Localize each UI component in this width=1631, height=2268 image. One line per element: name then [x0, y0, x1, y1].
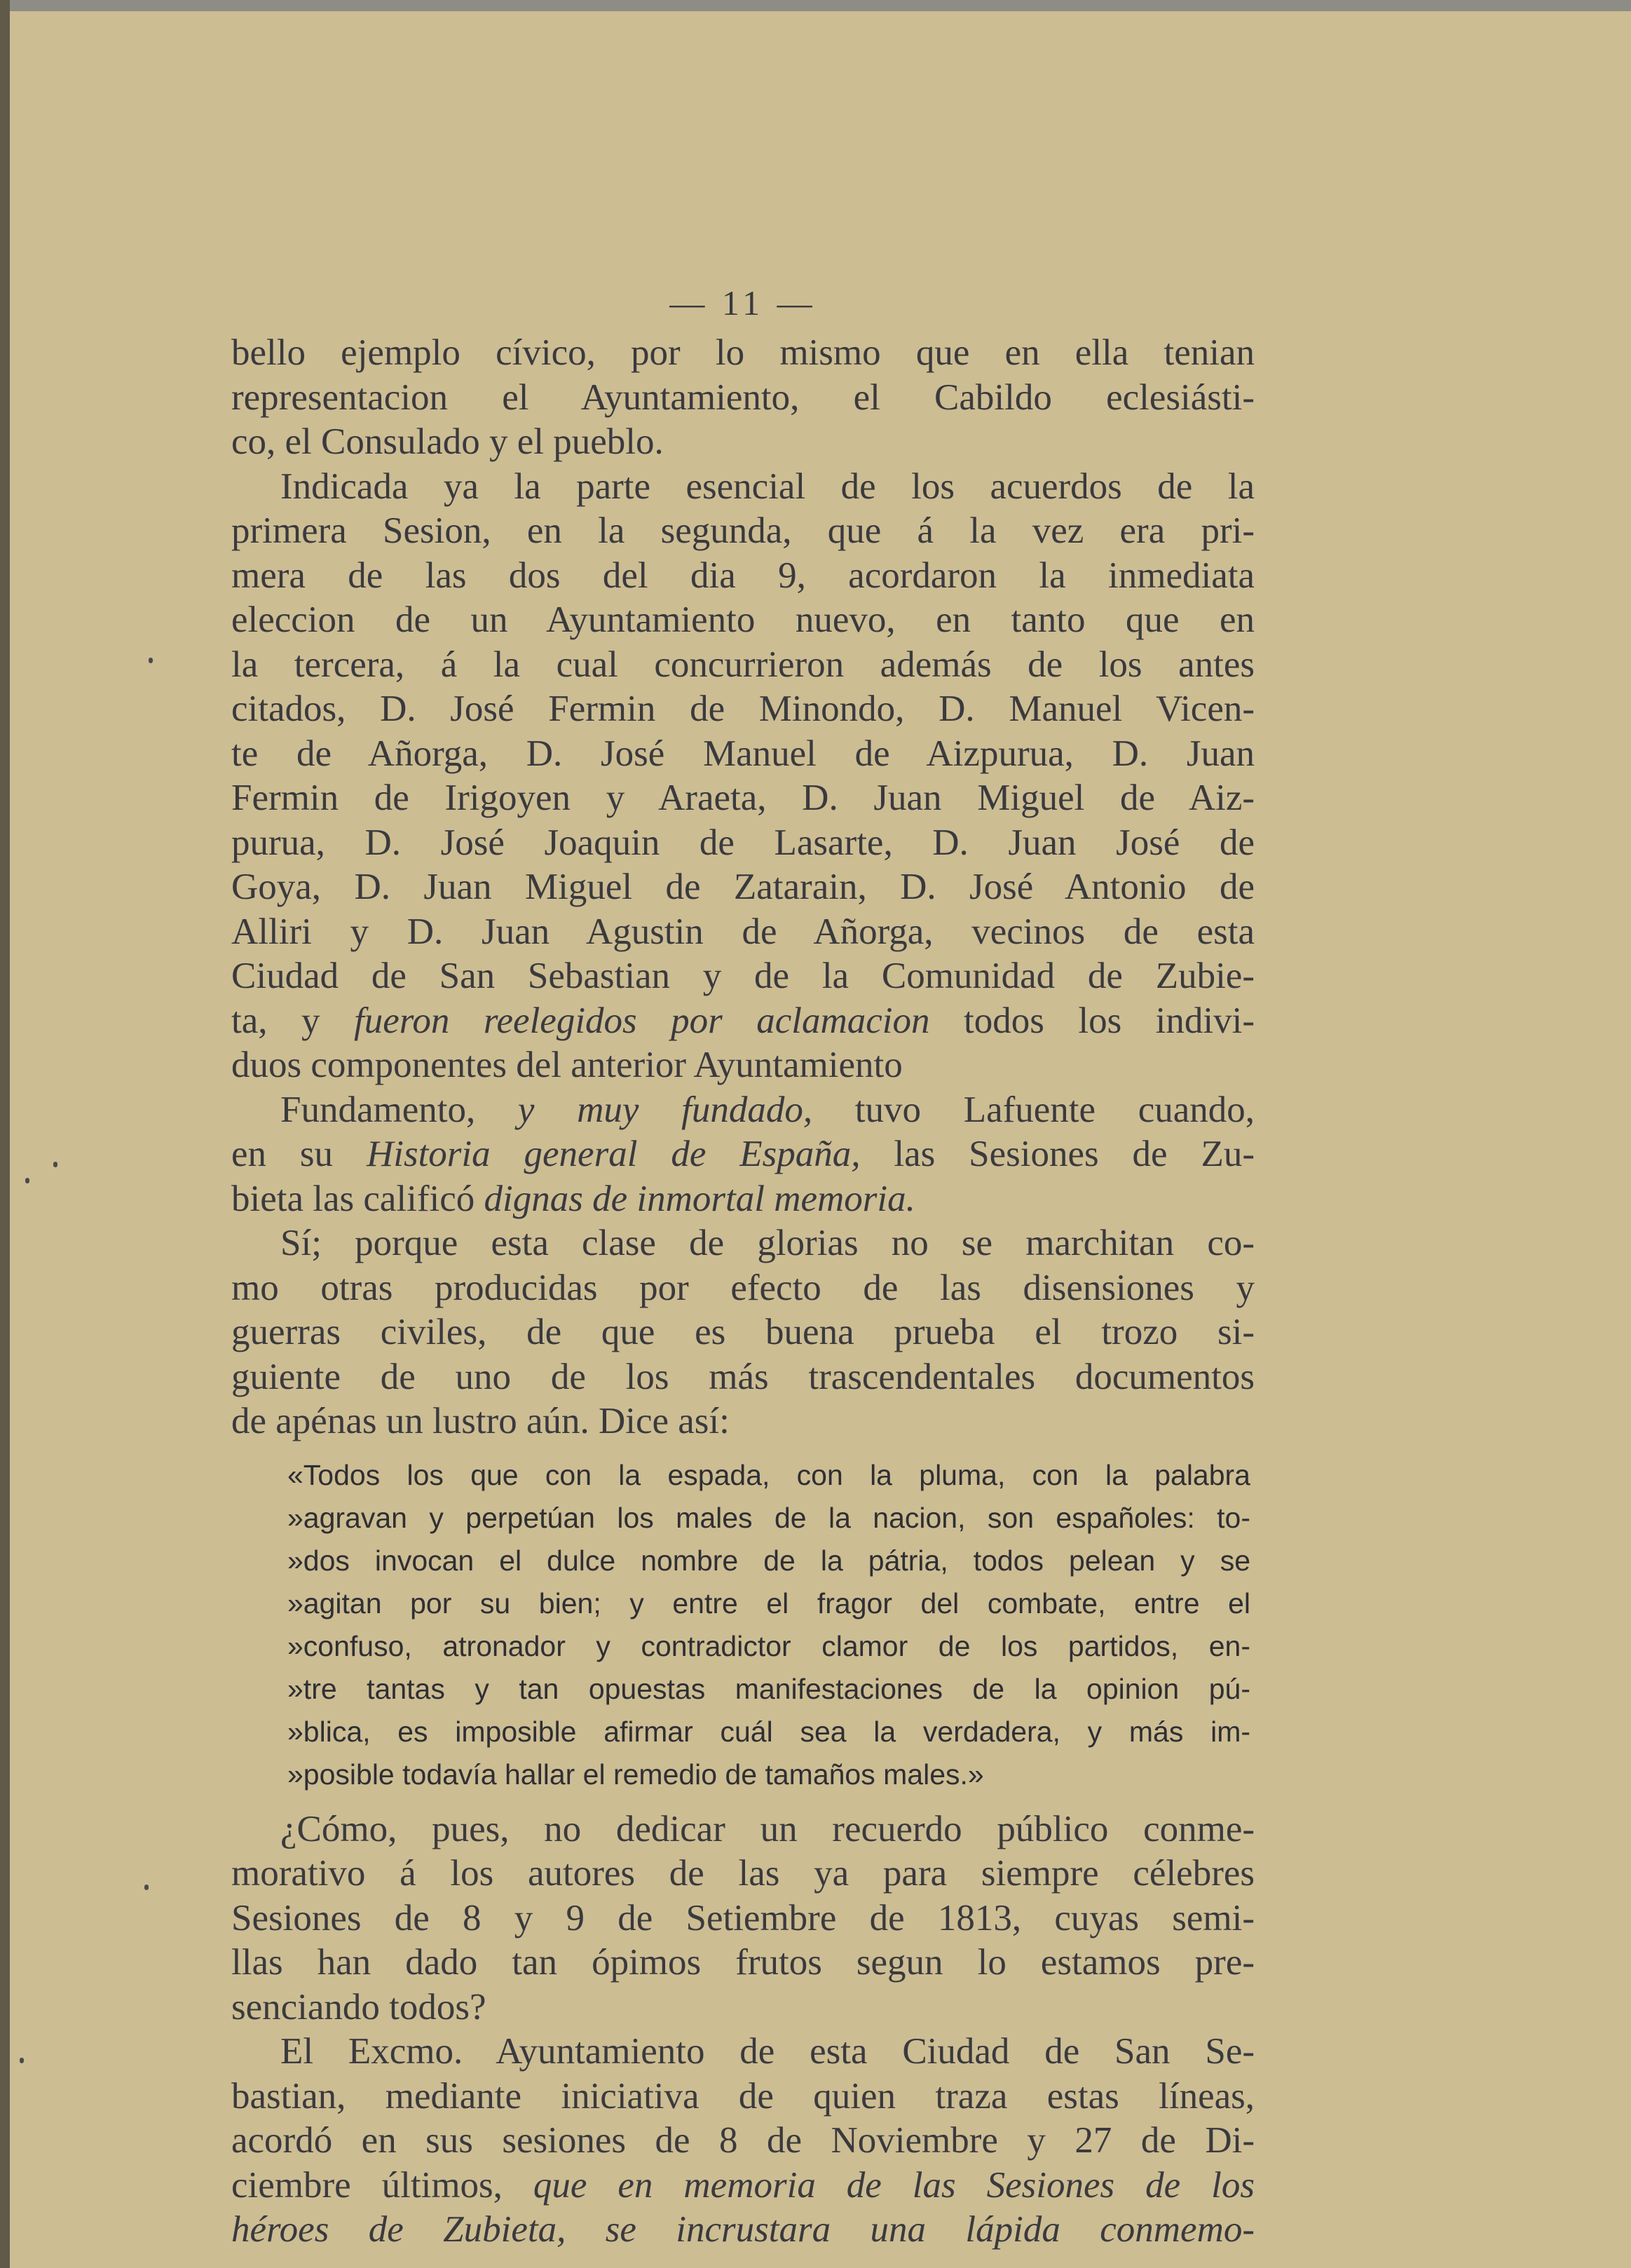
quote-line: »agitan por su bien; y entre el fragor del combate, entre el [287, 1587, 1250, 1619]
paragraph-4 [231, 1221, 1255, 1444]
quotation-block [231, 1454, 1255, 1796]
italic-run: y muy fundado, [517, 1089, 813, 1130]
quote-line: »blica, es imposible afirmar cuál sea la verdadera, y más im- [287, 1715, 1250, 1748]
text-line: Sesiones de 8 y 9 de Setiembre de 1813, cuyas semi- [231, 1897, 1255, 1938]
ink-speck [20, 2058, 24, 2063]
italic-run: dignas de inmortal memoria. [484, 1178, 915, 1219]
text-line: co, el Consulado y el pueblo. [231, 421, 664, 462]
text-run: ta, y [231, 1000, 354, 1041]
text-line: morativo á los autores de las ya para siempre célebres [231, 1853, 1255, 1894]
ink-speck [25, 1178, 29, 1183]
text-line: bello ejemplo cívico, por lo mismo que en ella tenian [231, 332, 1255, 373]
quote-line: »tre tantas y tan opuestas manifestaciones de la opinion pú- [287, 1672, 1250, 1705]
text-line: guiente de uno de los más trascendentales documentos [231, 1356, 1255, 1397]
text-line: purua, D. José Joaquin de Lasarte, D. Juan José de [231, 822, 1255, 863]
text-line: senciando todos? [231, 1986, 486, 2028]
text-line: duos componentes del anterior Ayuntamiento [231, 1045, 903, 1085]
text-line: mera de las dos del dia 9, acordaron la inmediata [231, 555, 1255, 596]
text-line: de apénas un lustro aún. Dice así: [231, 1401, 730, 1441]
text-run: bieta las calificó [231, 1178, 484, 1219]
text-run: en su [231, 1134, 367, 1174]
text-line: llas han dado tan ópimos frutos segun lo estamos pre- [231, 1942, 1255, 1983]
text-line: te de Añorga, D. José Manuel de Aizpurua, D. Juan [231, 733, 1255, 774]
page-number: — 11 — [669, 283, 817, 322]
italic-run: fueron reelegidos por aclamacion [353, 1000, 930, 1041]
text-run: ciembre últimos, [231, 2164, 533, 2206]
text-line: Fermin de Irigoyen y Araeta, D. Juan Miguel de Aiz- [231, 777, 1255, 818]
text-line: Goya, D. Juan Miguel de Zatarain, D. José Antonio de [231, 867, 1255, 907]
text-run: todos los indivi- [929, 1000, 1255, 1041]
paragraph-6 [231, 2030, 1255, 2253]
text-line [231, 1088, 1255, 1133]
text-line: eleccion de un Ayuntamiento nuevo, en tanto que en [231, 599, 1255, 640]
text-run: las Sesiones de Zu- [860, 1134, 1255, 1174]
ink-speck [144, 1885, 149, 1890]
quote-line: »dos invocan el dulce nombre de la pátria, todos pelean y se [287, 1544, 1250, 1577]
italic-run: que en memoria de las Sesiones de los [533, 2164, 1255, 2206]
book-page [231, 280, 1255, 2253]
text-line [231, 1132, 1255, 1177]
italic-run: Historia general de España, [366, 1134, 861, 1174]
text-line: citados, D. José Fermin de Minondo, D. Manuel Vicen- [231, 688, 1255, 729]
text-line [231, 999, 1255, 1044]
paragraph-2 [231, 465, 1255, 1088]
text-line: mo otras producidas por efecto de las disensiones y [231, 1267, 1255, 1308]
ink-speck [149, 658, 153, 663]
paragraph-1 [231, 331, 1255, 465]
text-line: Alliri y D. Juan Agustin de Añorga, vecinos de esta [231, 911, 1255, 952]
text-line: Indicada ya la parte esencial de los acuerdos de la [280, 466, 1255, 507]
text-line [231, 2164, 1255, 2208]
quote-line: «Todos los que con la espada, con la pluma, con la palabra [287, 1458, 1250, 1491]
text-line [231, 1177, 1255, 1222]
paragraph-5 [231, 1807, 1255, 2030]
left-page-edge [0, 0, 10, 2268]
text-run: Fundamento, [280, 1089, 518, 1130]
text-line: Ciudad de San Sebastian y de la Comunidad de Zubie- [231, 956, 1255, 996]
text-line: guerras civiles, de que es buena prueba el trozo si- [231, 1312, 1255, 1352]
quote-line: »agravan y perpetúan los males de la nacion, son españoles: to- [287, 1501, 1250, 1534]
text-line: héroes de Zubieta, se incrustara una lápida conmemo- [231, 2209, 1255, 2250]
quote-line: »posible todavía hallar el remedio de tamaños males.» [287, 1758, 984, 1791]
text-line: representacion el Ayuntamiento, el Cabildo eclesiásti- [231, 376, 1255, 418]
text-line: Sí; porque esta clase de glorias no se marchitan co- [280, 1223, 1255, 1263]
text-line: bastian, mediante iniciativa de quien traza estas líneas, [231, 2075, 1255, 2117]
ink-speck [53, 1162, 57, 1167]
paragraph-3 [231, 1088, 1255, 1222]
text-line: primera Sesion, en la segunda, que á la vez era pri- [231, 510, 1255, 551]
top-edge-rule [0, 0, 1631, 11]
text-line: ¿Cómo, pues, no dedicar un recuerdo público conme- [280, 1808, 1255, 1849]
text-line: acordó en sus sesiones de 8 de Noviembre y 27 de Di- [231, 2120, 1255, 2161]
quote-line: »confuso, atronador y contradictor clamor de los partidos, en- [287, 1629, 1250, 1662]
text-line: la tercera, á la cual concurrieron además de los antes [231, 644, 1255, 685]
text-line: El Excmo. Ayuntamiento de esta Ciudad de San Se- [280, 2031, 1255, 2072]
text-run: tuvo Lafuente cuando, [812, 1089, 1255, 1130]
